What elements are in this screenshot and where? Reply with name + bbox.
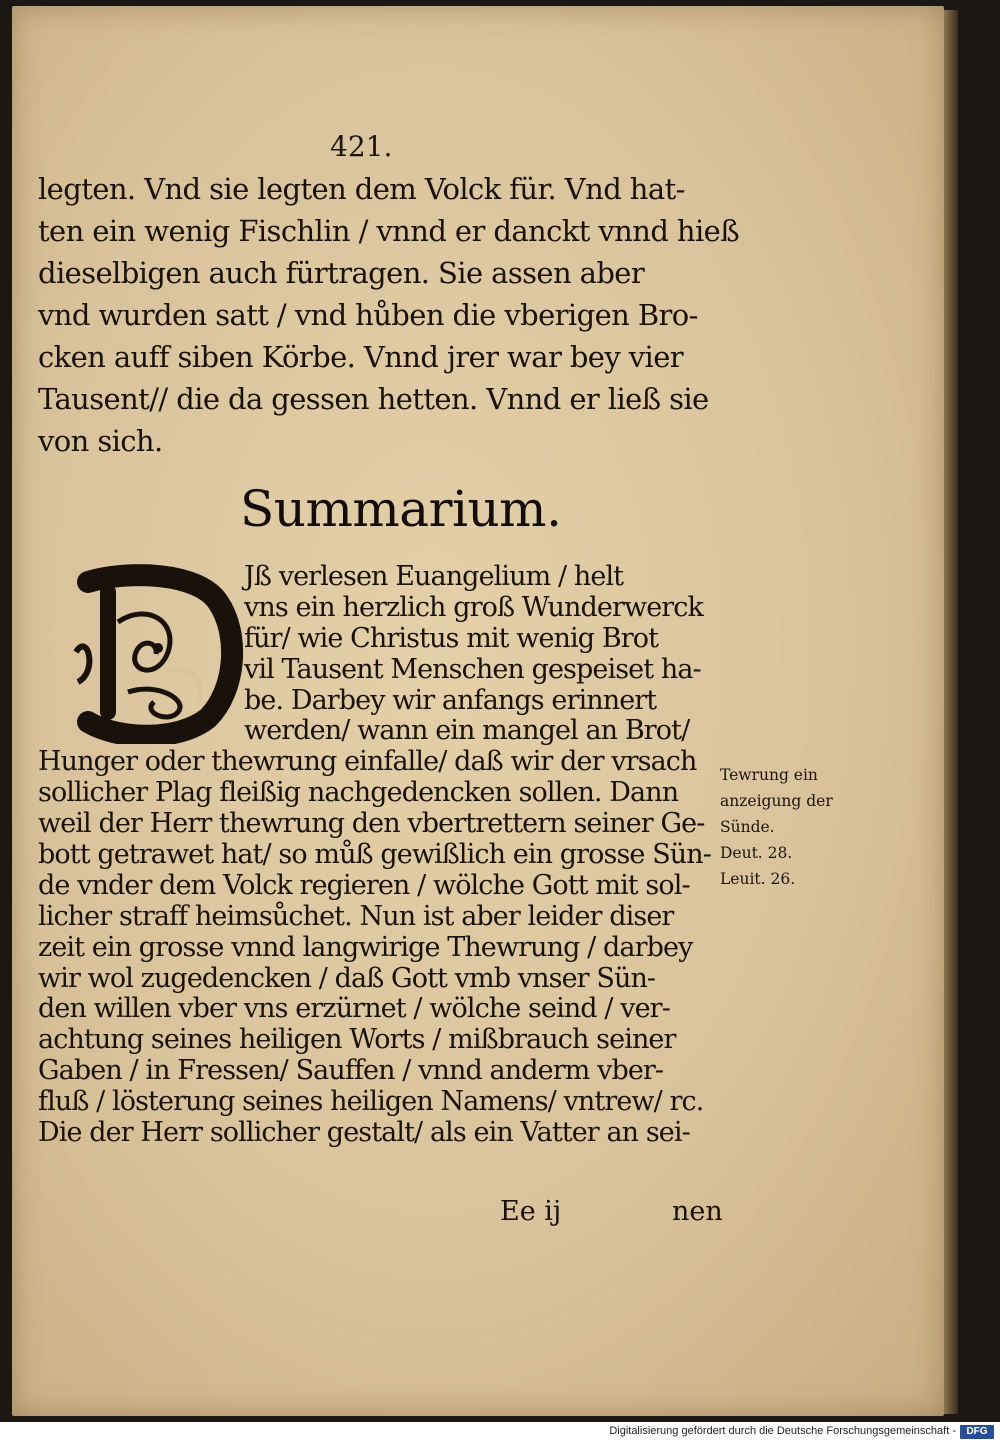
footer-bar bbox=[0, 1422, 1000, 1443]
signature-mark: Ee ij bbox=[500, 1196, 562, 1227]
summary-line: fluß / lösterung seines heiligen Namens/ vntrew/ rc. bbox=[38, 1086, 704, 1118]
summary-line: für/ wie Christus mit wenig Brot bbox=[244, 622, 659, 654]
dfg-logo: DFG bbox=[960, 1425, 994, 1439]
summary-line: werden/ wann ein mangel an Brot/ bbox=[244, 715, 690, 747]
body-line: cken auff siben Körbe. Vnnd jrer war bey vier bbox=[38, 340, 684, 374]
summary-line: de vnder dem Volck regieren / wölche Gott mit sol- bbox=[38, 869, 690, 901]
summary-line: Hunger oder thewrung einfalle/ daß wir der vrsach bbox=[38, 746, 697, 778]
summary-line: vns ein herzlich groß Wunderwerck bbox=[244, 591, 703, 623]
funding-credit: Digitalisierung gefördert durch die Deutsche Forschungsgemeinschaft - bbox=[609, 1425, 956, 1437]
summary-line: be. Darbey wir anfangs erinnert bbox=[244, 684, 657, 716]
page-number: 421. bbox=[330, 130, 393, 163]
summary-line: Gaben / in Fressen/ Sauffen / vnnd anderm vber- bbox=[38, 1055, 664, 1087]
body-line: von sich. bbox=[38, 424, 163, 458]
summary-line: bott getrawet hat/ so můß gewißlich ein grosse Sün- bbox=[38, 839, 711, 871]
marginal-note-line: Leuit. 26. bbox=[720, 870, 796, 888]
body-line: ten ein wenig Fischlin / vnnd er danckt vnnd hieß bbox=[38, 214, 739, 248]
body-line: legten. Vnd sie legten dem Volck für. Vnd hat- bbox=[38, 172, 685, 206]
body-line: Tausent// die da gessen hetten. Vnnd er ließ sie bbox=[38, 382, 709, 416]
summary-line: Die der Herr sollicher gestalt/ als ein Vatter an sei- bbox=[38, 1117, 690, 1149]
page-edge bbox=[944, 10, 958, 1414]
summary-line: zeit ein grosse vnnd langwirige Thewrung / darbey bbox=[38, 931, 693, 963]
summary-line: sollicher Plag fleißig nachgedencken sollen. Dann bbox=[38, 777, 679, 809]
summary-text bbox=[38, 562, 738, 1149]
section-heading: Summarium. bbox=[240, 480, 562, 538]
marginal-note-line: Tewrung ein bbox=[720, 766, 818, 784]
catchword: nen bbox=[672, 1196, 723, 1227]
marginal-note-line: anzeigung der bbox=[720, 792, 833, 810]
summary-line: den willen vber vns erzürnet / wölche seind / ver- bbox=[38, 993, 670, 1025]
summary-line: Jß verlesen Euangelium / helt bbox=[244, 561, 624, 592]
summary-line: achtung seines heiligen Worts / mißbrauch seiner bbox=[38, 1024, 676, 1056]
summary-line: weil der Herr thewrung den vbertrettern seiner Ge- bbox=[38, 808, 705, 840]
body-line: dieselbigen auch fürtragen. Sie assen aber bbox=[38, 256, 645, 290]
summary-line: licher straff heimsůchet. Nun ist aber leider diser bbox=[38, 900, 674, 932]
body-text bbox=[38, 168, 739, 462]
marginal-note-line: Sünde. bbox=[720, 818, 775, 836]
body-line: vnd wurden satt / vnd hůben die vberigen Bro- bbox=[38, 298, 698, 332]
summary-line: vil Tausent Menschen gespeiset ha- bbox=[244, 653, 701, 685]
marginal-note-line: Deut. 28. bbox=[720, 844, 793, 862]
marginal-note bbox=[720, 762, 833, 892]
summary-line: wir wol zugedencken / daß Gott vmb vnser Sün- bbox=[38, 962, 656, 994]
